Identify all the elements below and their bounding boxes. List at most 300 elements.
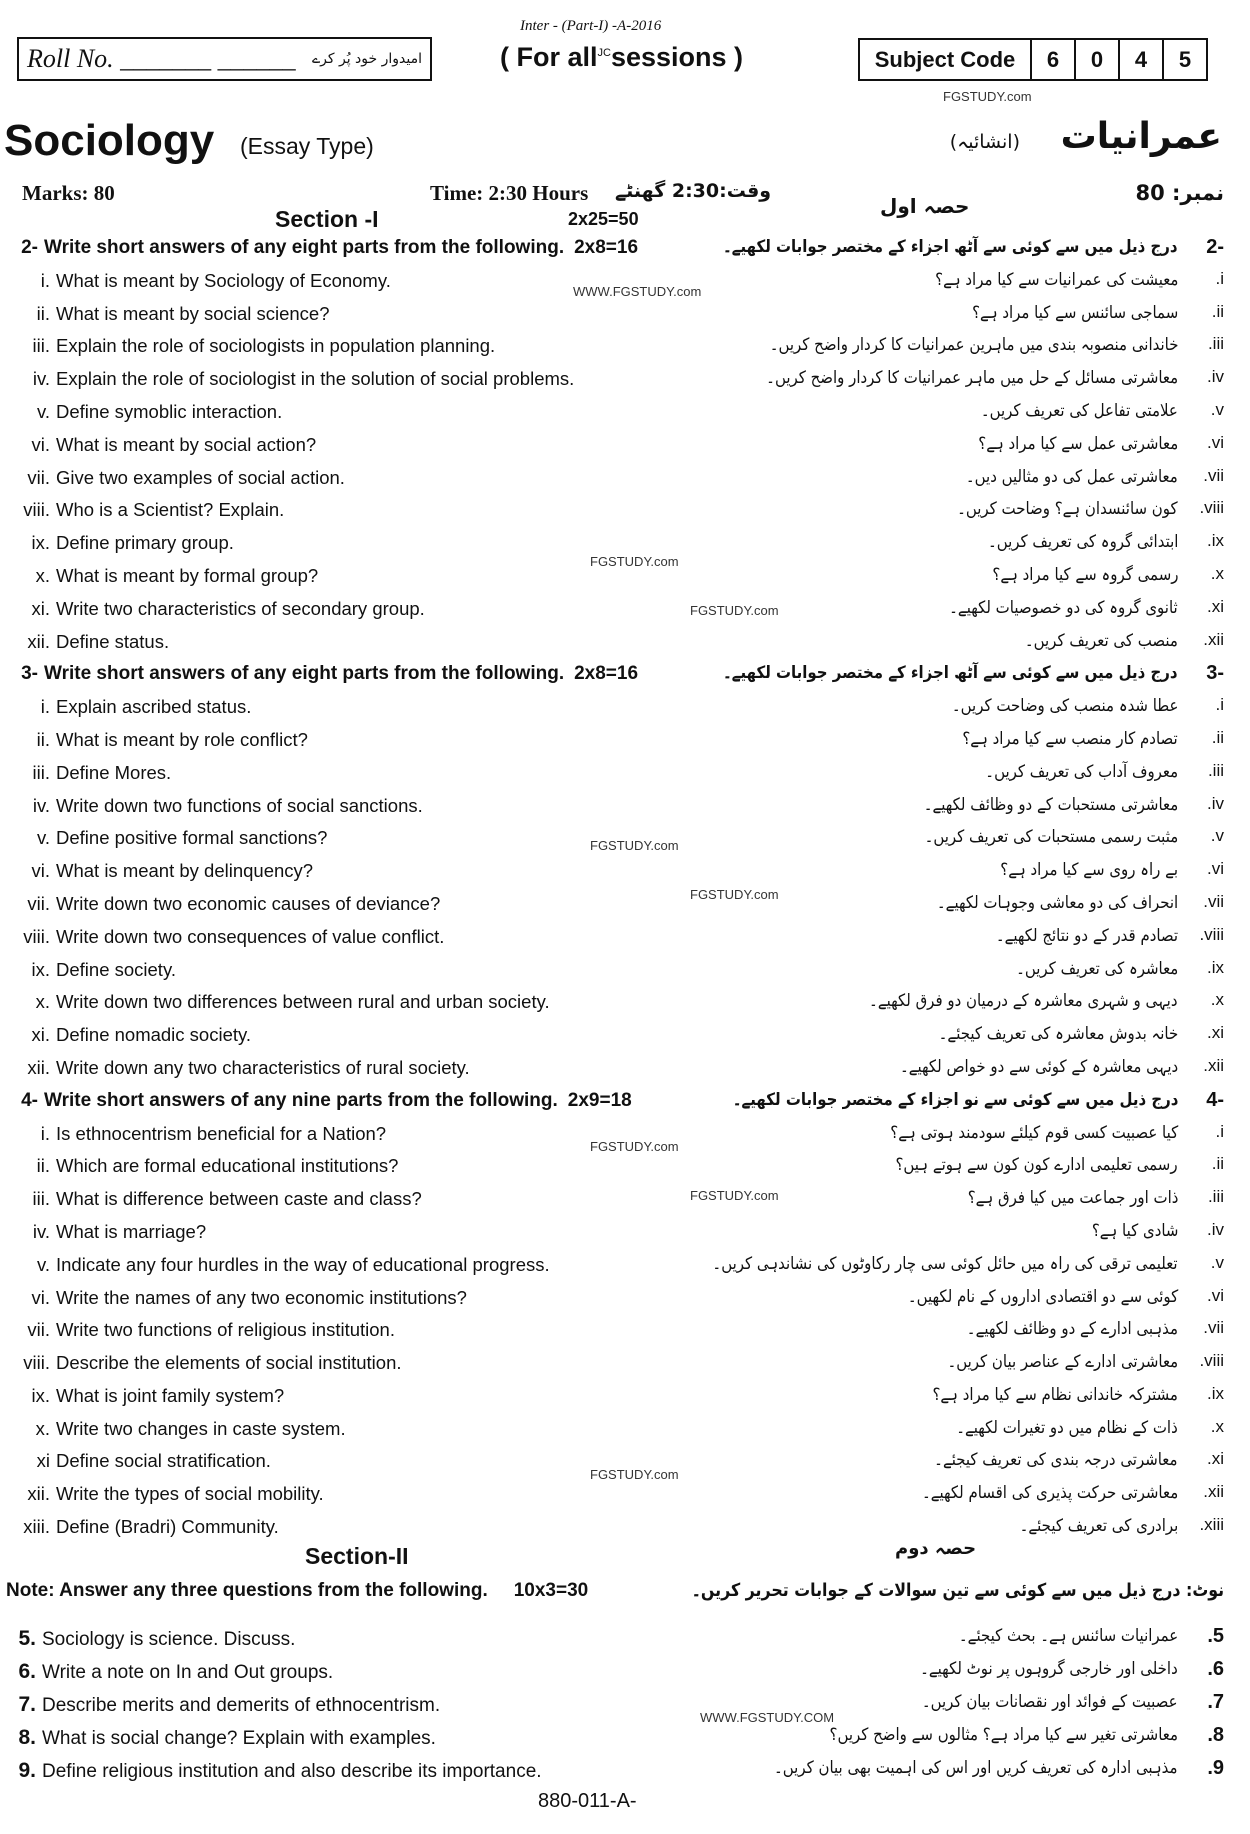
urdu-text xyxy=(889,794,1224,815)
note-marks: 10x3=30 xyxy=(513,1580,589,1601)
question-part-row xyxy=(0,758,1250,791)
urdu-question-number: .x xyxy=(1210,990,1224,1010)
question-row xyxy=(0,659,1250,692)
question-part-row xyxy=(0,1381,1250,1414)
urdu-question-number: 4- xyxy=(1206,1088,1224,1111)
question-part-row xyxy=(0,1754,1250,1787)
question-part-row xyxy=(0,299,1250,332)
question-text: What is meant by social science? xyxy=(56,302,330,324)
question-number: iii. xyxy=(32,761,50,783)
question-part-row xyxy=(0,987,1250,1020)
urdu-total-marks: نمبر: 80 xyxy=(1135,181,1224,205)
urdu-question-text: کون سائنسدان ہے؟ وضاحت کریں۔ xyxy=(957,499,1178,520)
question-number: x. xyxy=(35,564,50,586)
urdu-text xyxy=(927,498,1224,519)
urdu-question-text: رسمی گروہ سے کیا مراد ہے؟ xyxy=(991,564,1178,585)
question-part-row xyxy=(0,594,1250,627)
english-text xyxy=(0,1090,632,1112)
urdu-text xyxy=(938,1318,1224,1339)
english-text xyxy=(0,1726,436,1750)
question-number: ii. xyxy=(36,728,50,750)
english-text xyxy=(0,1024,251,1046)
question-marks: 2x8=16 xyxy=(574,663,639,685)
question-text: What is meant by delinquency? xyxy=(56,860,314,882)
subject-title: Sociology xyxy=(4,116,215,165)
question-part-row xyxy=(0,1315,1250,1348)
english-text xyxy=(0,1450,271,1472)
urdu-question-text: برادری کی تعریف کیجئے۔ xyxy=(1019,1516,1178,1537)
question-part-row xyxy=(0,856,1250,889)
section-1-questions xyxy=(0,233,1250,1545)
urdu-text xyxy=(962,531,1224,552)
urdu-time-allowed: وقت:2:30 گھنٹے xyxy=(615,180,772,202)
question-number: iv. xyxy=(32,794,50,816)
urdu-text xyxy=(827,990,1224,1011)
urdu-text xyxy=(937,466,1224,487)
question-part-row xyxy=(0,692,1250,725)
question-number: ix. xyxy=(31,1384,50,1406)
urdu-text xyxy=(862,1056,1224,1077)
subject-code-digit: 6 xyxy=(1030,40,1074,79)
urdu-question-number: .iv xyxy=(1207,793,1224,813)
total-marks: Marks: 80 xyxy=(22,181,115,205)
urdu-question-text: مذہبی ادارے کے دو وظائف لکھیے۔ xyxy=(966,1319,1178,1340)
question-number: ix. xyxy=(31,532,50,554)
question-part-row xyxy=(0,1622,1250,1655)
section-2-note xyxy=(6,1580,588,1602)
urdu-question-number: .xiii xyxy=(1199,1515,1224,1535)
question-text: Describe merits and demerits of ethnocentrism. xyxy=(42,1695,441,1716)
urdu-question-number: .vii xyxy=(1203,891,1224,911)
urdu-text xyxy=(871,1286,1224,1307)
question-number: v. xyxy=(36,1253,50,1275)
english-text xyxy=(0,991,550,1013)
question-number: vi. xyxy=(31,1286,50,1308)
roll-number-urdu: امیدوار خود پُر کرے xyxy=(311,51,422,67)
urdu-question-text: سماجی سائنس سے کیا مراد ہے؟ xyxy=(971,302,1178,323)
english-text xyxy=(0,1188,422,1210)
english-text xyxy=(0,696,251,718)
watermark-text: FGSTUDY.com xyxy=(690,603,779,618)
urdu-question-number: .iii xyxy=(1207,760,1224,780)
urdu-question-number: .8 xyxy=(1207,1724,1224,1746)
urdu-text xyxy=(890,826,1224,847)
urdu-question-number: .xii xyxy=(1203,629,1224,649)
question-text: Write two changes in caste system. xyxy=(56,1417,346,1439)
urdu-question-text: شادی کیا ہے؟ xyxy=(1091,1220,1178,1241)
question-part-row xyxy=(0,1512,1250,1545)
urdu-question-number: .ix xyxy=(1207,957,1224,977)
question-text: What is meant by formal group? xyxy=(56,564,319,586)
urdu-question-number: .i xyxy=(1215,1121,1224,1141)
english-text xyxy=(0,237,638,259)
english-text xyxy=(0,1385,284,1407)
urdu-text xyxy=(994,958,1224,979)
urdu-text xyxy=(939,1187,1224,1208)
urdu-text xyxy=(887,1691,1224,1714)
subject-code-digit: 4 xyxy=(1118,40,1162,79)
urdu-question-text: معاشرتی ادارے کے عناصر بیان کریں۔ xyxy=(947,1352,1178,1373)
question-number: vii. xyxy=(27,466,50,488)
urdu-question-number: .x xyxy=(1210,1416,1224,1436)
subject-code-digit: 5 xyxy=(1162,40,1206,79)
question-number: 8. xyxy=(18,1726,36,1749)
question-number: viii. xyxy=(23,925,50,947)
english-text xyxy=(0,401,282,423)
question-text: Explain ascribed status. xyxy=(56,696,252,718)
urdu-question-number: .5 xyxy=(1207,1625,1224,1647)
urdu-question-text: کوئی سے دو اقتصادی اداروں کے نام لکھیں۔ xyxy=(907,1286,1178,1307)
urdu-question-text: منصب کی تعریف کریں۔ xyxy=(1024,630,1178,651)
question-number: xii. xyxy=(27,630,50,652)
question-text: Define status. xyxy=(56,630,170,652)
urdu-question-text: دیہی و شہری معاشرہ کے درمیان دو فرق لکھیے۔ xyxy=(869,991,1178,1012)
urdu-question-number: .i xyxy=(1215,695,1224,715)
question-number: xiii. xyxy=(23,1516,50,1538)
urdu-text xyxy=(899,1384,1224,1405)
urdu-question-number: .ii xyxy=(1211,1154,1224,1174)
urdu-question-number: .9 xyxy=(1207,1757,1224,1779)
urdu-question-number: .viii xyxy=(1199,1351,1224,1371)
urdu-question-number: .xi xyxy=(1207,1449,1224,1469)
urdu-question-number: .iii xyxy=(1207,334,1224,354)
urdu-question-text: عطا شدہ منصب کی وضاحت کریں۔ xyxy=(951,696,1178,717)
question-part-row xyxy=(0,364,1250,397)
english-text xyxy=(0,1254,550,1276)
question-text: Write short answers of any eight parts from the following. xyxy=(44,663,565,685)
urdu-question-text: درج ذیل میں سے کوئی سے آٹھ اجزاء کے مختصر جوابات لکھیے۔ xyxy=(723,663,1178,684)
question-number: 9. xyxy=(18,1759,36,1782)
urdu-question-text: معاشرہ کی تعریف کریں۔ xyxy=(1015,958,1178,979)
english-text xyxy=(0,1221,206,1243)
urdu-text xyxy=(976,859,1224,880)
urdu-text xyxy=(951,433,1224,454)
question-text: Who is a Scientist? Explain. xyxy=(56,499,285,521)
urdu-question-number: .v xyxy=(1210,399,1224,419)
section-2-questions xyxy=(0,1622,1250,1787)
urdu-question-number: .iv xyxy=(1207,367,1224,387)
question-part-row xyxy=(0,1721,1250,1754)
urdu-question-text: معاشرتی عمل کی دو مثالیں دیں۔ xyxy=(966,466,1178,487)
urdu-section-2-note: نوٹ: درج ذیل میں سے کوئی سے تین سوالات کے جوابات تحریر کریں۔ xyxy=(691,1580,1224,1601)
question-row xyxy=(0,233,1250,266)
question-text: Write two characteristics of secondary group. xyxy=(56,597,425,619)
urdu-question-text: تعلیمی ترقی کی راہ میں حائل کوئی سی چار رکاوٹوں کی نشاندہی کریں۔ xyxy=(712,1253,1178,1274)
english-text xyxy=(0,631,169,653)
english-text xyxy=(0,1123,386,1145)
question-number: vi. xyxy=(31,433,50,455)
question-text: Write down two differences between rural and urban society. xyxy=(56,991,550,1013)
urdu-question-number: .ix xyxy=(1207,1383,1224,1403)
english-text xyxy=(0,827,327,849)
subject-code-box xyxy=(858,38,1208,81)
question-text: Define symoblic interaction. xyxy=(56,400,283,422)
urdu-question-text: خاندانی منصوبہ بندی میں ماہرین عمرانیات کا کردار واضح کریں۔ xyxy=(769,335,1178,356)
question-number: xi. xyxy=(31,1024,50,1046)
english-text xyxy=(0,1418,346,1440)
question-part-row xyxy=(0,627,1250,660)
urdu-question-number: .xi xyxy=(1207,1023,1224,1043)
question-part-row xyxy=(0,1217,1250,1250)
urdu-question-text: بے راہ روی سے کیا مراد ہے؟ xyxy=(1000,860,1178,881)
question-text: Define Mores. xyxy=(56,761,172,783)
urdu-question-number: .x xyxy=(1210,563,1224,583)
question-row xyxy=(0,1086,1250,1119)
question-text: Define religious institution and also describe its importance. xyxy=(42,1761,542,1782)
urdu-question-text: ذات کے نظام میں دو تغیرات لکھیے۔ xyxy=(956,1417,1178,1438)
question-text: Define positive formal sanctions? xyxy=(56,827,328,849)
urdu-text xyxy=(926,1417,1224,1438)
urdu-question-number: .viii xyxy=(1199,498,1224,518)
question-part-row xyxy=(0,725,1250,758)
urdu-question-number: .ii xyxy=(1211,727,1224,747)
question-text: Define (Bradri) Community. xyxy=(56,1516,279,1538)
question-number: iii. xyxy=(32,335,50,357)
question-text: Write two functions of religious institution. xyxy=(56,1319,395,1341)
urdu-text xyxy=(672,1089,1224,1112)
urdu-text xyxy=(887,1482,1224,1503)
question-part-row xyxy=(0,955,1250,988)
question-text: Define primary group. xyxy=(56,532,234,554)
question-marks: 2x9=18 xyxy=(567,1089,632,1111)
urdu-text xyxy=(954,400,1224,421)
urdu-question-number: .xii xyxy=(1203,1055,1224,1075)
english-text xyxy=(0,762,171,784)
urdu-text xyxy=(1080,1220,1224,1241)
english-text xyxy=(0,532,234,554)
urdu-text xyxy=(944,302,1224,323)
question-number: 2- xyxy=(21,237,38,258)
urdu-question-text: معاشرتی تغیر سے کیا مراد ہے؟ مثالوں سے واضح کریں؟ xyxy=(829,1725,1178,1745)
question-part-row xyxy=(0,1655,1250,1688)
english-text xyxy=(0,860,313,882)
question-text: Is ethnocentrism beneficial for a Nation? xyxy=(56,1122,387,1144)
urdu-text xyxy=(998,1515,1224,1536)
question-number: vii. xyxy=(27,1319,50,1341)
english-text xyxy=(0,565,318,587)
urdu-question-text: تصادم کار منصب سے کیا مراد ہے؟ xyxy=(962,728,1178,749)
question-text: Indicate any four hurdles in the way of educational progress. xyxy=(56,1253,550,1275)
question-number: v. xyxy=(36,400,50,422)
english-text xyxy=(0,434,316,456)
urdu-question-number: .iv xyxy=(1207,1219,1224,1239)
english-text xyxy=(0,795,423,817)
urdu-question-text: عصبیت کے فوائد اور نقصانات بیان کریں۔ xyxy=(922,1692,1178,1712)
question-number: v. xyxy=(36,827,50,849)
urdu-text xyxy=(714,334,1224,355)
urdu-question-text: معاشرتی درجہ بندی کی تعریف کیجئے۔ xyxy=(934,1450,1178,1471)
urdu-question-number: .viii xyxy=(1199,924,1224,944)
question-text: Write down two functions of social sanctions. xyxy=(56,794,423,816)
urdu-question-number: .xii xyxy=(1203,1482,1224,1502)
urdu-text xyxy=(904,892,1224,913)
urdu-question-text: معاشرتی عمل سے کیا مراد ہے؟ xyxy=(978,433,1178,454)
watermark-text: FGSTUDY.com xyxy=(590,1467,679,1482)
time-allowed: Time: 2:30 Hours xyxy=(430,181,589,205)
watermark-text: FGSTUDY.com xyxy=(590,1139,679,1154)
english-text xyxy=(0,926,444,948)
english-text xyxy=(0,959,176,981)
urdu-text xyxy=(967,564,1224,585)
urdu-text xyxy=(851,1122,1224,1143)
urdu-question-text: ذات اور جماعت میں کیا فرق ہے؟ xyxy=(967,1188,1178,1209)
urdu-question-text: معروف آداب کی تعریف کریں۔ xyxy=(985,761,1178,782)
english-text xyxy=(0,1287,467,1309)
question-text: Define nomadic society. xyxy=(56,1024,252,1046)
urdu-question-text: رسمی تعلیمی ادارے کون کون سے ہوتے ہیں؟ xyxy=(895,1155,1178,1176)
question-part-row xyxy=(0,1688,1250,1721)
question-number: xi. xyxy=(31,597,50,619)
question-text: Give two examples of social action. xyxy=(56,466,345,488)
watermark-text: WWW.FGSTUDY.com xyxy=(573,284,702,299)
note-text: Note: Answer any three questions from the following. xyxy=(6,1580,488,1601)
urdu-question-number: .vi xyxy=(1207,859,1224,879)
question-part-row xyxy=(0,1184,1250,1217)
question-text: Write short answers of any eight parts from the following. xyxy=(44,237,565,258)
urdu-text xyxy=(929,1625,1224,1648)
english-text xyxy=(0,729,308,751)
watermark-text: FGSTUDY.com xyxy=(590,838,679,853)
question-text: Sociology is science. Discuss. xyxy=(42,1629,296,1650)
urdu-question-text: مشترکہ خاندانی نظام سے کیا مراد ہے؟ xyxy=(932,1384,1178,1405)
urdu-question-number: 3- xyxy=(1206,662,1224,685)
subject-code-label: Subject Code xyxy=(874,46,1016,72)
watermark-text: WWW.FGSTUDY.COM xyxy=(700,1710,835,1725)
urdu-text xyxy=(916,1351,1224,1372)
question-part-row xyxy=(0,791,1250,824)
urdu-text xyxy=(902,269,1224,290)
question-number: 3- xyxy=(21,663,38,685)
urdu-question-text: مذہبی ادارہ کی تعریف کریں اور اس کی اہمیت بھی بیان کریں۔ xyxy=(774,1758,1178,1778)
question-text: What is social change? Explain with examples. xyxy=(42,1728,436,1749)
urdu-question-text: معاشرتی مستحبات کے دو وظائف لکھیے۔ xyxy=(923,794,1178,815)
urdu-question-number: .vi xyxy=(1207,432,1224,452)
urdu-text xyxy=(857,1154,1224,1175)
urdu-question-text: ثانوی گروہ کی دو خصوصیات لکھیے۔ xyxy=(949,597,1178,618)
question-text: What is meant by role conflict? xyxy=(56,728,308,750)
english-text xyxy=(0,499,284,521)
question-part-row xyxy=(0,1283,1250,1316)
watermark-text: FGSTUDY.com xyxy=(690,887,779,902)
question-number: i. xyxy=(40,1122,50,1144)
question-number: ii. xyxy=(36,1155,50,1177)
question-number: vi. xyxy=(31,860,50,882)
question-text: What is marriage? xyxy=(56,1220,207,1242)
question-text: Write down two economic causes of deviance? xyxy=(56,892,441,914)
urdu-question-number: .ii xyxy=(1211,301,1224,321)
english-text xyxy=(0,368,574,390)
urdu-question-text: انحراف کی دو معاشی وجوہات لکھیے۔ xyxy=(936,892,1178,913)
question-number: x. xyxy=(35,1417,50,1439)
paper-type: (Essay Type) xyxy=(240,133,374,159)
roll-number-box xyxy=(17,37,432,81)
english-text xyxy=(0,467,345,489)
question-text: What is difference between caste and class? xyxy=(56,1188,422,1210)
urdu-question-number: .vii xyxy=(1203,1318,1224,1338)
english-text xyxy=(0,1352,402,1374)
urdu-section-1-title: حصہ اول xyxy=(880,194,970,218)
watermark-text: FGSTUDY.com xyxy=(690,1188,779,1203)
urdu-text xyxy=(906,1023,1224,1044)
question-number: ix. xyxy=(31,958,50,980)
english-text xyxy=(0,303,330,325)
urdu-question-text: درج ذیل میں سے کوئی سے نو اجزاء کے مختصر جوابات لکھیے۔ xyxy=(732,1089,1178,1110)
question-text: Define society. xyxy=(56,958,176,980)
urdu-text xyxy=(1004,630,1224,651)
urdu-question-text: داخلی اور خارجی گروہوں پر نوٹ لکھیے۔ xyxy=(920,1659,1178,1679)
urdu-question-number: .vii xyxy=(1203,465,1224,485)
urdu-question-text: ابتدائی گروہ کی تعریف کریں۔ xyxy=(987,532,1178,553)
question-number: 5. xyxy=(18,1627,36,1650)
urdu-paper-type: (انشائیہ) xyxy=(949,131,1020,153)
question-text: Explain the role of sociologists in population planning. xyxy=(56,335,496,357)
urdu-question-text: معاشرتی مسائل کے حل میں ماہر عمرانیات کا کردار واضح کریں۔ xyxy=(766,368,1178,389)
question-text: Write the names of any two economic institutions? xyxy=(56,1286,467,1308)
urdu-section-2-title: حصہ دوم xyxy=(895,1538,977,1559)
subject-code-digit: 0 xyxy=(1074,40,1118,79)
urdu-question-number: .vi xyxy=(1207,1285,1224,1305)
question-text: Define social stratification. xyxy=(56,1450,271,1472)
english-text xyxy=(0,1627,295,1651)
english-text xyxy=(0,1483,324,1505)
urdu-text xyxy=(661,662,1224,685)
question-number: iii. xyxy=(32,1188,50,1210)
urdu-question-number: .i xyxy=(1215,268,1224,288)
question-text: Write a note on In and Out groups. xyxy=(42,1662,334,1683)
urdu-question-text: دیہی معاشرہ کے کوئی سے دو خواص لکھیے۔ xyxy=(899,1056,1178,1077)
urdu-question-text: مثبت رسمی مستحبات کی تعریف کریں۔ xyxy=(924,827,1178,848)
question-part-row xyxy=(0,331,1250,364)
question-number: i. xyxy=(40,269,50,291)
question-number: viii. xyxy=(23,1352,50,1374)
question-number: vii. xyxy=(27,892,50,914)
english-text xyxy=(0,335,495,357)
urdu-question-number: .v xyxy=(1210,1252,1224,1272)
question-text: Write down any two characteristics of rural society. xyxy=(56,1056,470,1078)
urdu-text xyxy=(782,1724,1224,1747)
urdu-text xyxy=(921,695,1224,716)
question-part-row xyxy=(0,430,1250,463)
question-number: iv. xyxy=(32,1220,50,1242)
question-part-row xyxy=(0,1414,1250,1447)
english-text xyxy=(0,1155,398,1177)
sessions-mark: JC xyxy=(597,47,611,59)
question-part-row xyxy=(0,889,1250,922)
question-number: viii. xyxy=(23,499,50,521)
english-text xyxy=(0,893,440,915)
question-part-row xyxy=(0,1250,1250,1283)
question-number: i. xyxy=(40,696,50,718)
urdu-question-text: خانہ بدوش معاشرہ کی تعریف کیجئے۔ xyxy=(938,1024,1178,1045)
urdu-question-text: عمرانیات سائنس ہے۔ بحث کیجئے۔ xyxy=(958,1626,1178,1646)
english-text xyxy=(0,270,391,292)
question-text: Which are formal educational institutions? xyxy=(56,1155,399,1177)
question-text: Write the types of social mobility. xyxy=(56,1483,324,1505)
question-part-row xyxy=(0,1020,1250,1053)
urdu-question-number: .iii xyxy=(1207,1187,1224,1207)
question-marks: 2x8=16 xyxy=(574,237,639,258)
question-part-row xyxy=(0,463,1250,496)
urdu-question-text: معاشرتی حرکت پذیری کی اقسام لکھیے۔ xyxy=(921,1483,1178,1504)
urdu-text xyxy=(959,761,1224,782)
urdu-text xyxy=(649,1253,1224,1274)
urdu-question-number: .v xyxy=(1210,826,1224,846)
question-text: What is meant by social action? xyxy=(56,433,317,455)
question-text: What is joint family system? xyxy=(56,1384,285,1406)
urdu-text xyxy=(661,236,1224,259)
urdu-question-text: علامتی تفاعل کی تعریف کریں۔ xyxy=(981,400,1178,421)
urdu-text xyxy=(885,1658,1224,1681)
